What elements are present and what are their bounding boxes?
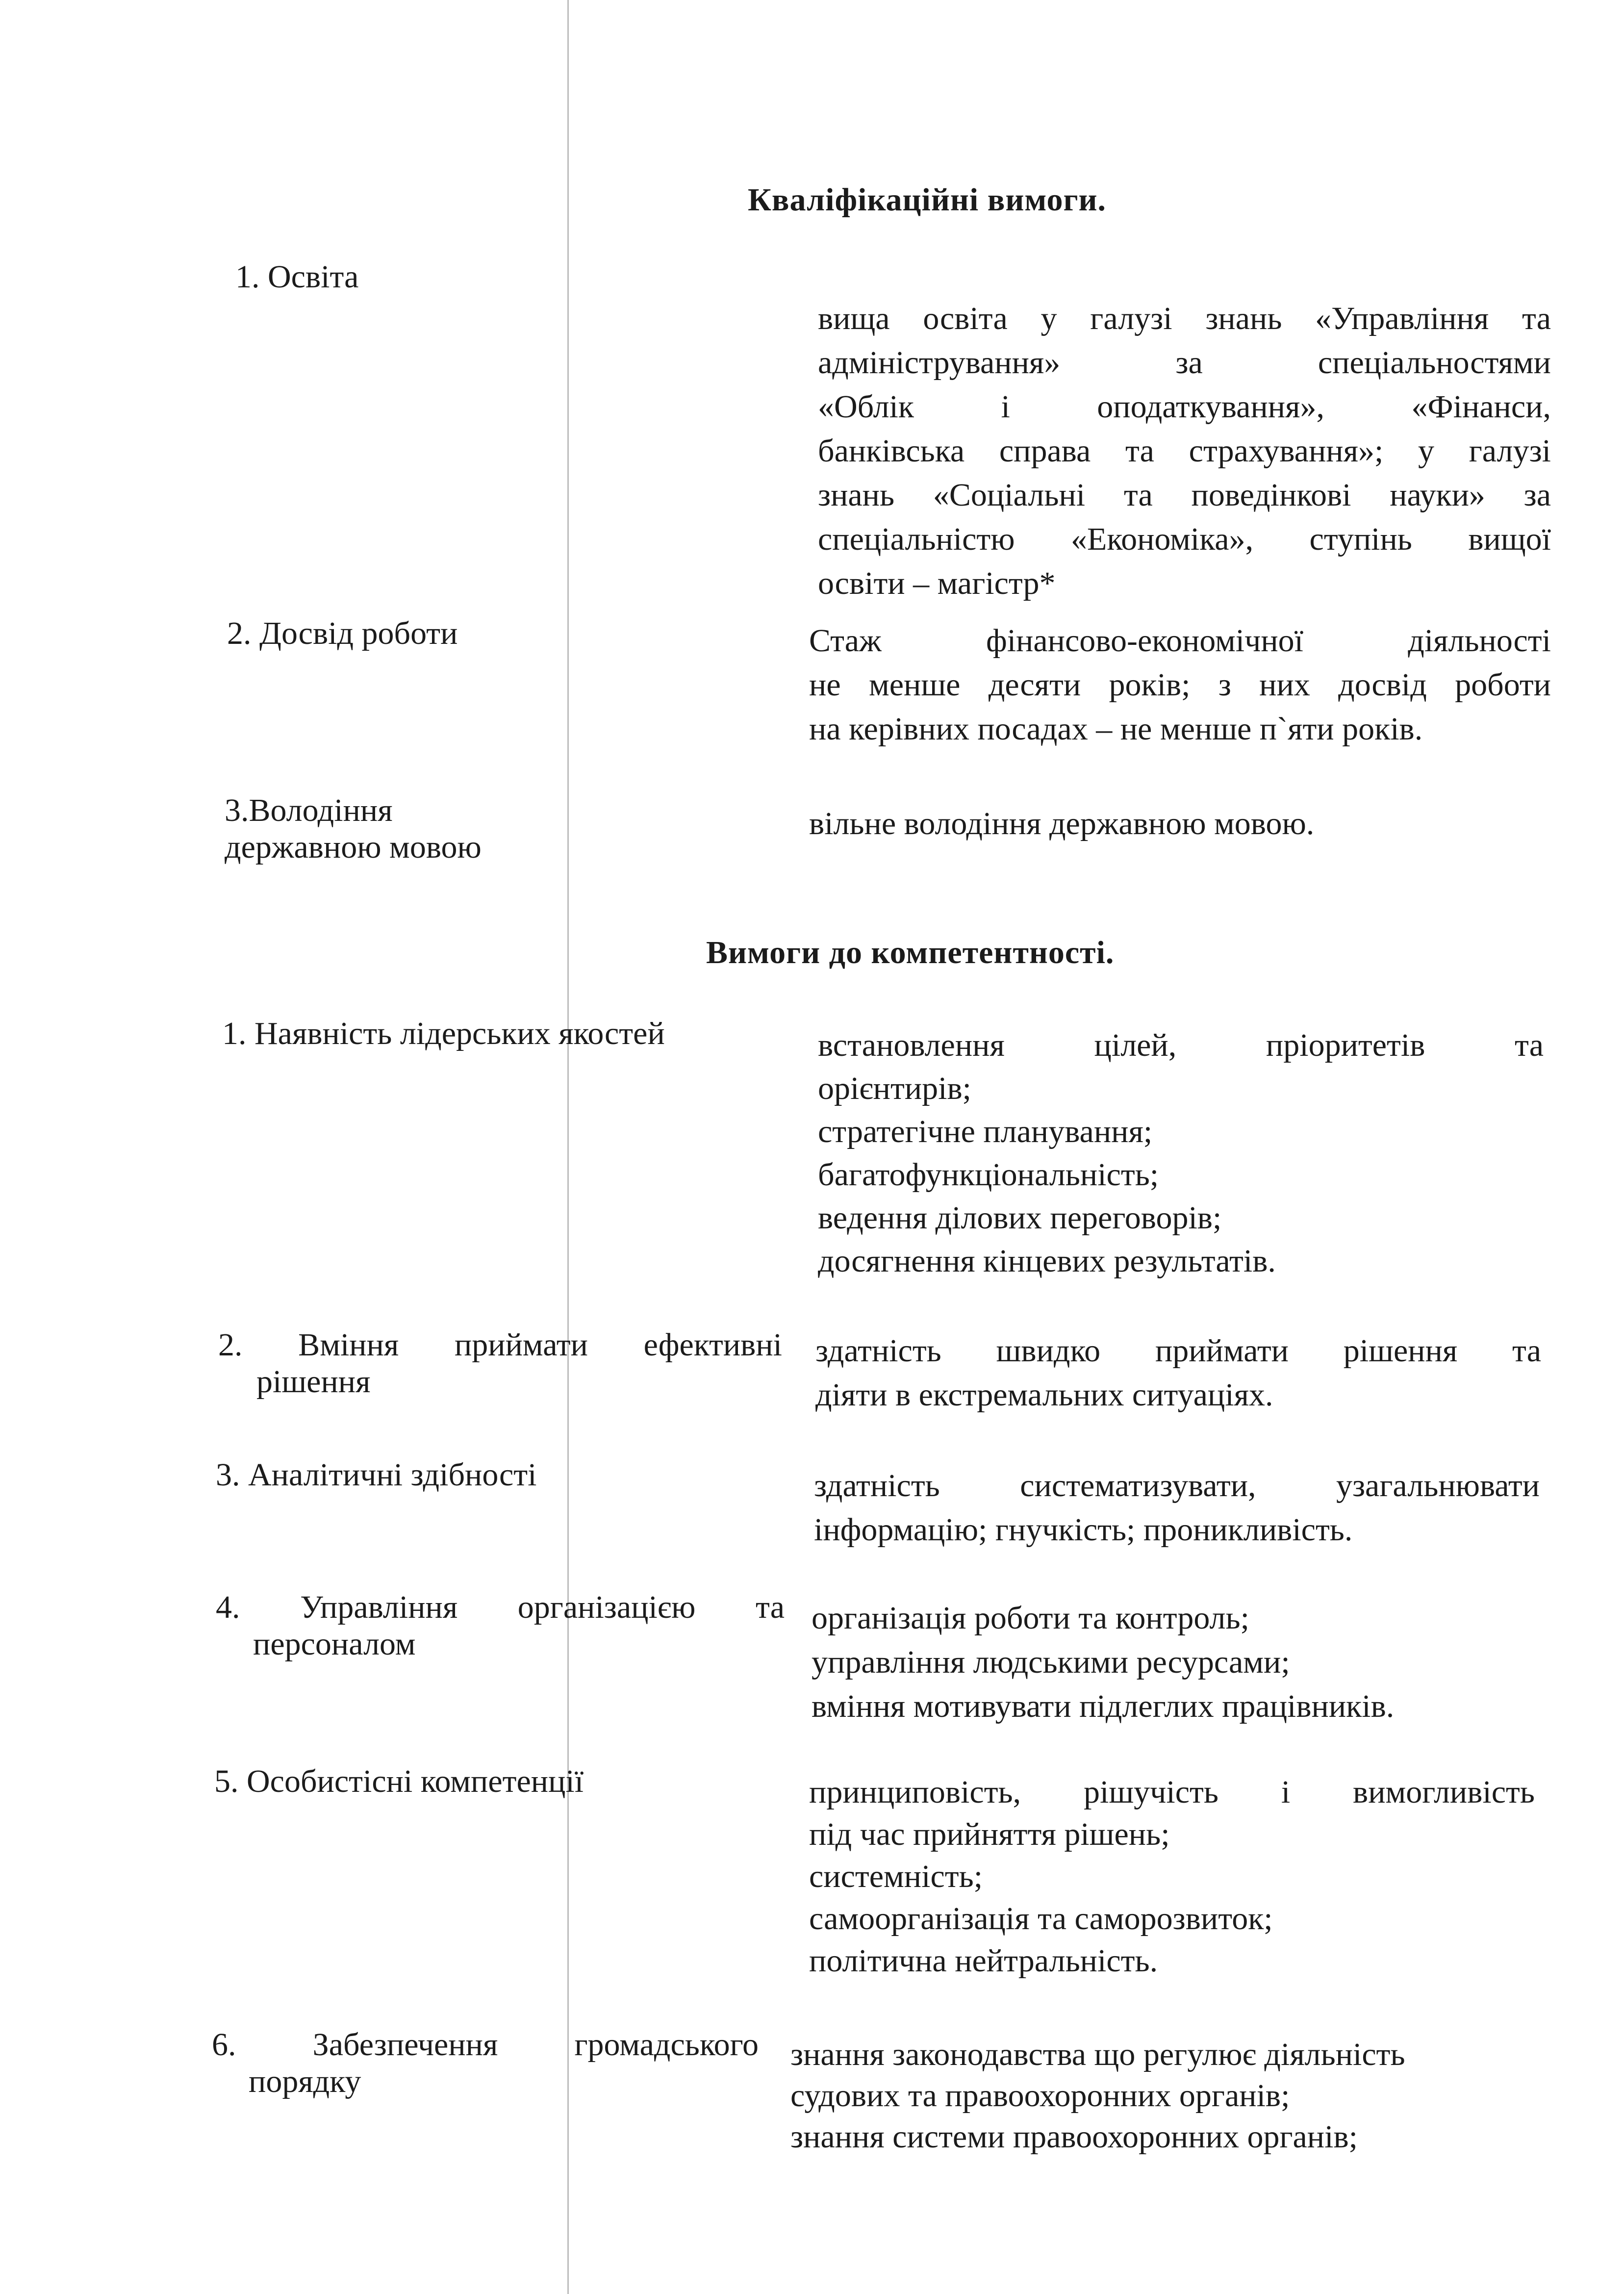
leadership-line: ведення ділових переговорів; xyxy=(818,1200,1222,1236)
public-order-line: знання системи правоохоронних органів; xyxy=(790,2119,1358,2155)
analytical-label xyxy=(216,1456,536,1493)
analytical-line: інформацію; гнучкість; проникливість. xyxy=(814,1512,1353,1548)
management-label-line: 4. Управління організацією та xyxy=(216,1589,785,1625)
decision-label xyxy=(218,1326,782,1400)
language-line: вільне володіння державною мовою. xyxy=(809,806,1315,841)
decision-label-line: рішення xyxy=(256,1364,371,1400)
management-line: організація роботи та контроль; xyxy=(812,1600,1249,1636)
leadership-line: багатофункціональність; xyxy=(818,1157,1159,1193)
management-line: управління людськими ресурсами; xyxy=(812,1644,1290,1680)
qualification-heading: Кваліфікаційні вимоги. xyxy=(748,182,1106,218)
language-label-line: 3.Володіння xyxy=(225,792,393,828)
experience-line: на керівних посадах – не менше п`яти років. xyxy=(809,711,1423,747)
experience-line: не менше десяти років; з них досвід роботи xyxy=(809,667,1551,703)
decision-label-line: 2. Вміння приймати ефективні xyxy=(218,1327,782,1363)
leadership-line: досягнення кінцевих результатів. xyxy=(818,1243,1276,1279)
leadership-line: орієнтирів; xyxy=(818,1071,971,1106)
leadership-label-line: 1. Наявність лідерських якостей xyxy=(222,1016,665,1051)
personal-line: під час прийняття рішень; xyxy=(809,1816,1170,1852)
public-order-line: судових та правоохоронних органів; xyxy=(790,2078,1290,2114)
experience-value xyxy=(809,619,1551,751)
education-line: спеціальністю «Економіка», ступінь вищої xyxy=(818,521,1551,557)
education-line: банківська справа та страхування»; у галузі xyxy=(818,433,1551,469)
personal-line: принциповість, рішучість і вимогливість xyxy=(809,1774,1535,1810)
leadership-label xyxy=(222,1015,665,1052)
personal-line: системність; xyxy=(809,1859,983,1894)
decision-value xyxy=(815,1329,1541,1417)
management-label-line: персоналом xyxy=(253,1626,416,1662)
education-line: знань «Соціальні та поведінкові науки» за xyxy=(818,477,1551,513)
experience-line: Стаж фінансово-економічної діяльності xyxy=(809,623,1551,659)
public-order-line: знання законодавства що регулює діяльність xyxy=(790,2037,1405,2072)
leadership-value xyxy=(818,1024,1544,1283)
language-label-line: державною мовою xyxy=(225,829,482,865)
education-line: вища освіта у галузі знань «Управління та xyxy=(818,301,1551,336)
education-value xyxy=(818,297,1551,606)
public-order-label-line: 6. Забезпечення громадського xyxy=(212,2027,759,2063)
personal-label xyxy=(214,1763,584,1800)
management-line: вміння мотивувати підлеглих працівників. xyxy=(812,1688,1395,1724)
language-label xyxy=(225,792,482,866)
education-line: адміністрування» за спеціальностями xyxy=(818,345,1551,381)
public-order-label-line: порядку xyxy=(249,2064,361,2099)
experience-label: 2. Досвід роботи xyxy=(227,615,458,651)
education-line: освіти – магістр* xyxy=(818,565,1056,601)
language-value xyxy=(809,802,1551,846)
leadership-line: встановлення цілей, пріоритетів та xyxy=(818,1027,1544,1063)
competence-heading: Вимоги до компетентності. xyxy=(706,935,1115,970)
personal-line: самоорганізація та саморозвиток; xyxy=(809,1901,1273,1937)
personal-value xyxy=(809,1771,1535,1982)
analytical-line: здатність систематизувати, узагальнювати xyxy=(814,1468,1540,1504)
personal-line: політична нейтральність. xyxy=(809,1943,1158,1979)
leadership-line: стратегічне планування; xyxy=(818,1114,1153,1149)
personal-label-line: 5. Особистісні компетенції xyxy=(214,1763,584,1799)
education-label: 1. Освіта xyxy=(235,259,359,295)
management-label xyxy=(216,1589,785,1662)
scan-fold-line xyxy=(567,0,569,2294)
analytical-label-line: 3. Аналітичні здібності xyxy=(216,1457,537,1493)
public-order-label xyxy=(212,2026,759,2100)
education-line: «Облік і оподаткування», «Фінанси, xyxy=(818,389,1551,425)
analytical-value xyxy=(814,1464,1540,1552)
public-order-value xyxy=(790,2034,1531,2158)
decision-line: здатність швидко приймати рішення та xyxy=(815,1333,1541,1369)
decision-line: діяти в екстремальних ситуаціях. xyxy=(815,1377,1273,1413)
management-value xyxy=(812,1596,1537,1729)
